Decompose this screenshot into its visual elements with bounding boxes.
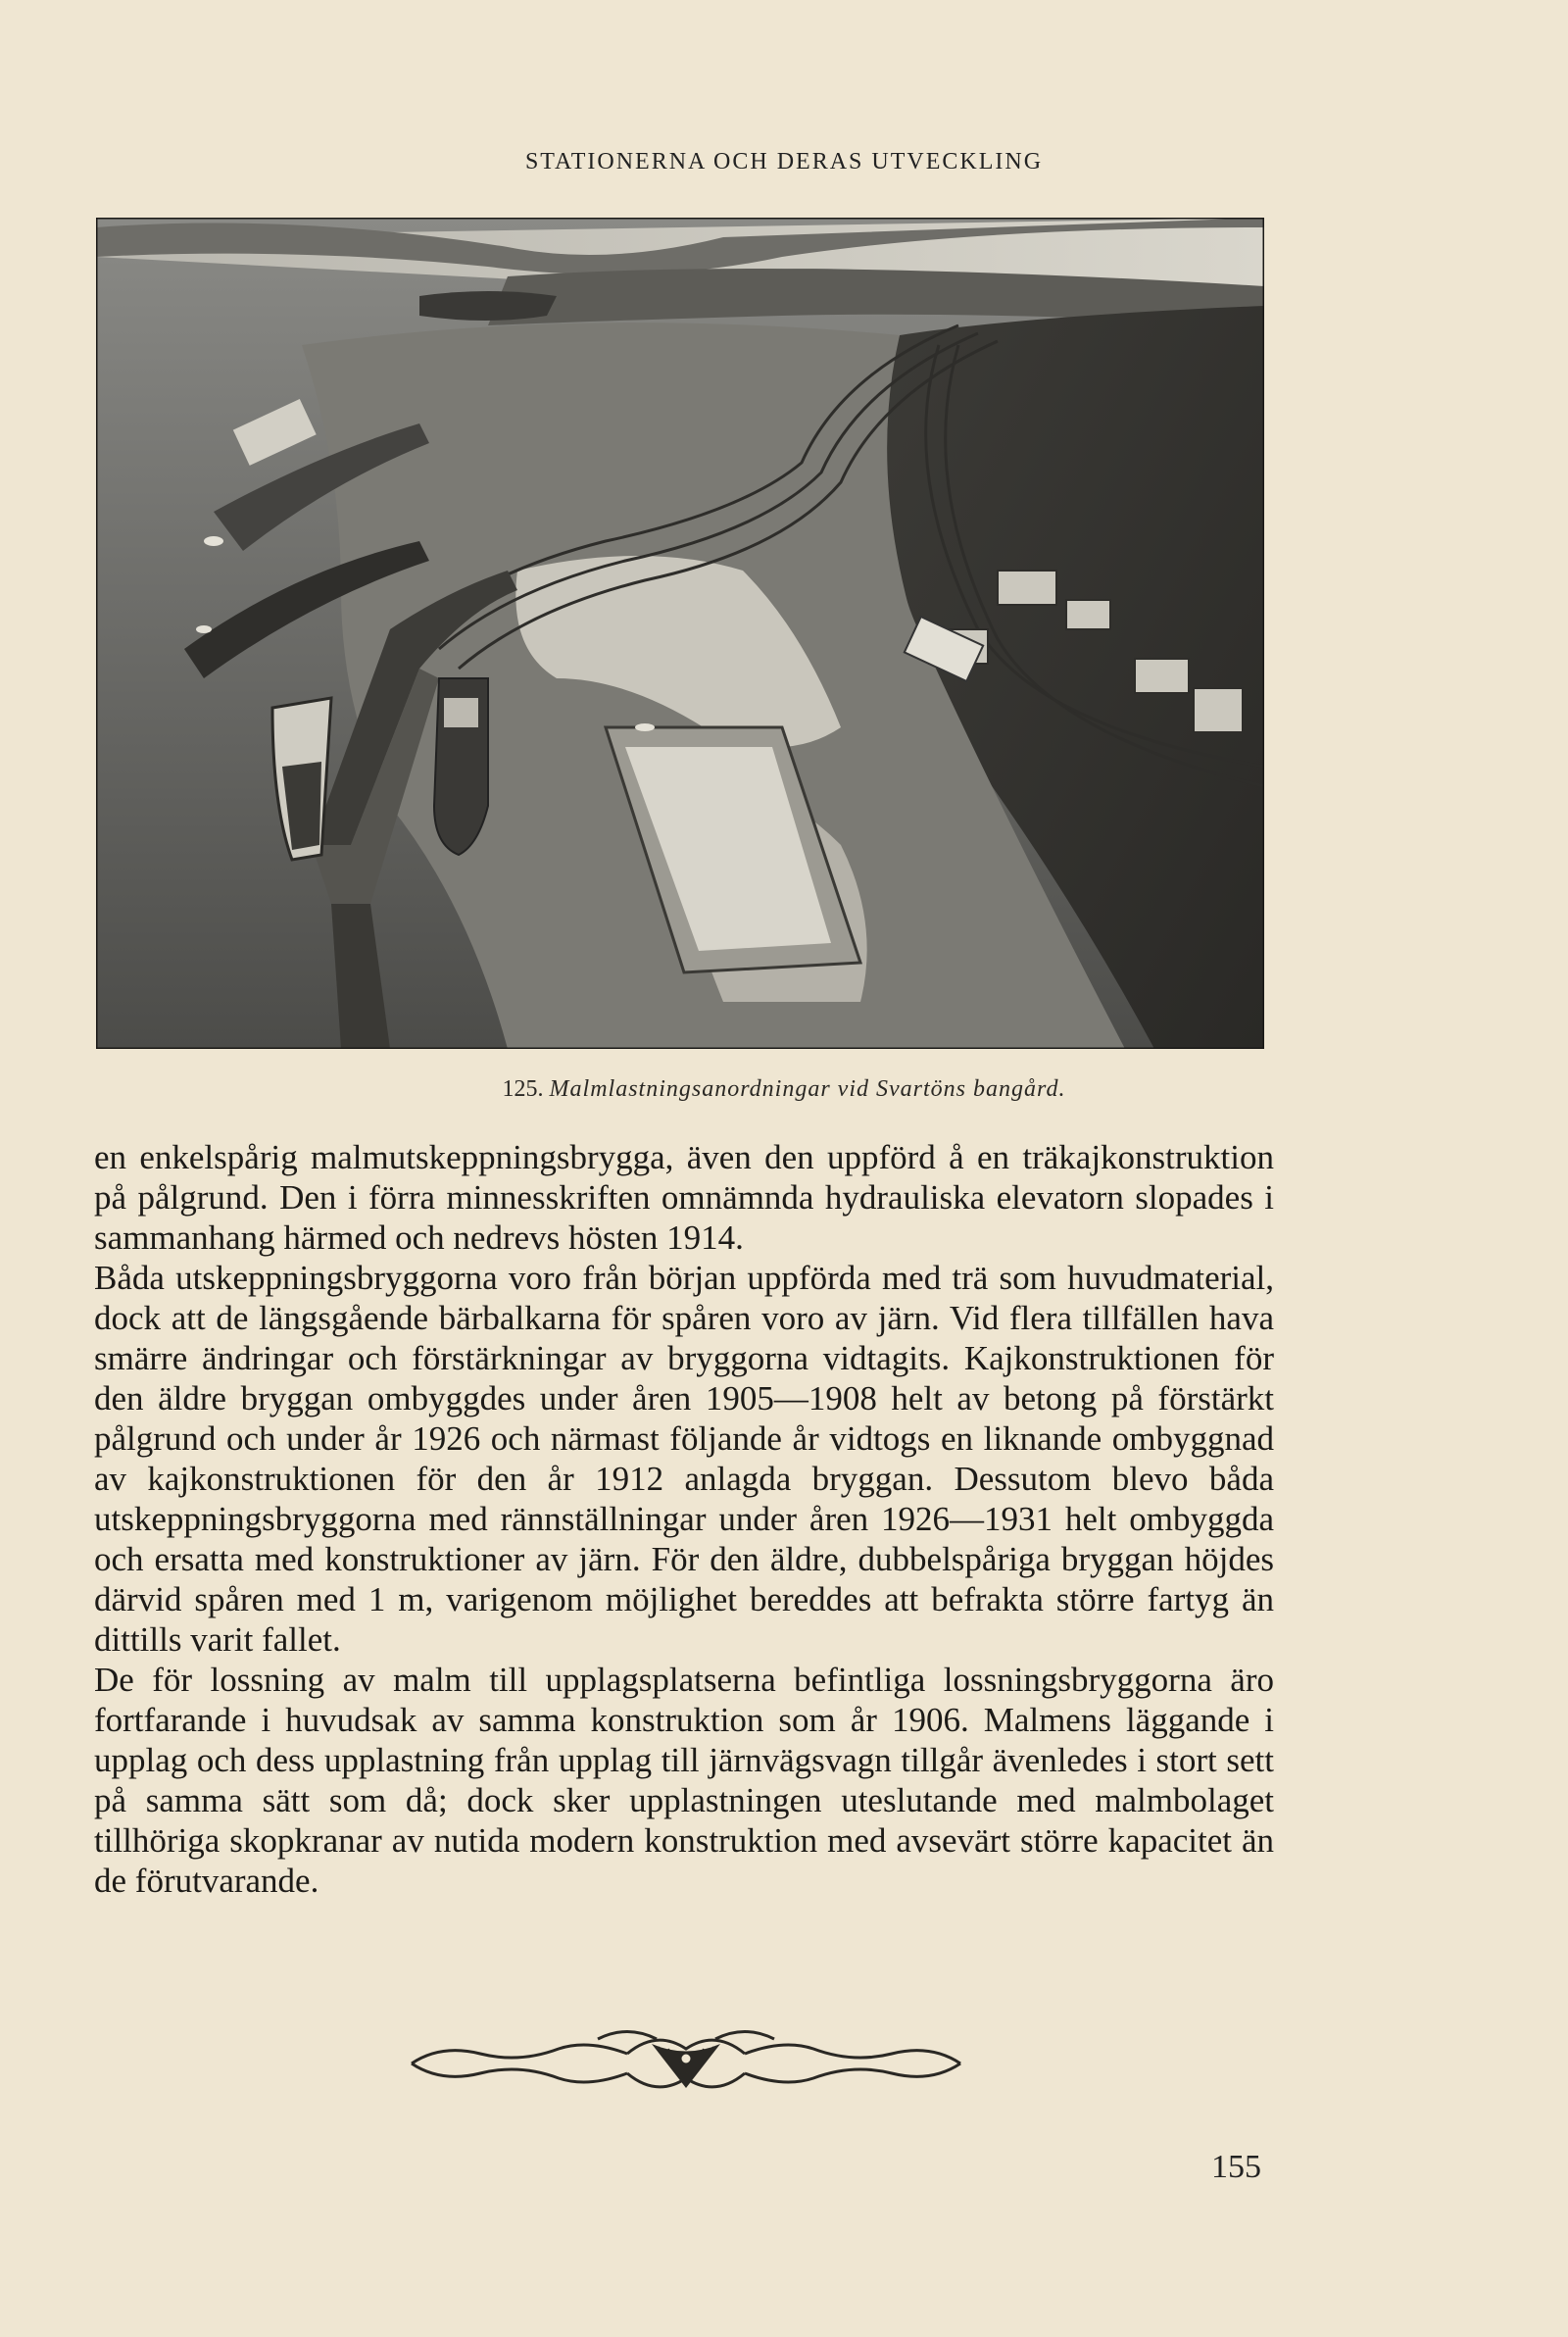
figure-caption-text: Malmlastningsanordningar vid Svartöns bangård. bbox=[549, 1076, 1066, 1102]
decorative-ornament-icon bbox=[402, 2019, 970, 2108]
page-number: 155 bbox=[1211, 2149, 1261, 2185]
body-text bbox=[94, 1137, 1274, 1901]
running-head: STATIONERNA OCH DERAS UTVECKLING bbox=[524, 149, 1044, 174]
figure-caption bbox=[0, 1076, 1568, 1103]
paragraph-3: De för lossning av malm till upplagsplatserna befintliga lossningsbryggorna äro fortfarande i huvudsak av samma konstruktion som år 1906. Malmens läggande i upplag och dess upplastning från upplag till järnvägsvagn tillgår ävenledes i stort sett på samma sätt som då; dock sker upplastningen uteslutande med malmbolaget tillhöriga skopkranar av nutida modern konstruktion med avsevärt större kapacitet än de förutvarande. bbox=[94, 1661, 1274, 1900]
harbor-aerial-photo bbox=[96, 218, 1264, 1049]
figure-number: 125. bbox=[502, 1076, 544, 1102]
paragraph-2: Båda utskeppningsbryggorna voro från början uppförda med trä som huvudmaterial, dock att de längsgående bärbalkarna för spåren voro av järn. Vid flera tillfällen hava smärre ändringar och förstärkningar av bryggorna vidtagits. Kajkonstruktionen för den äldre bryggan ombyggdes under åren 1905—1908 helt av betong på förstärkt pålgrund och under år 1926 och närmast följande år vidtogs en liknande ombyggnad av kajkonstruktionen för den år 1912 anlagda bryggan. Dessutom blevo båda utskeppningsbryggorna med rännställningar under åren 1926—1931 helt ombyggda och ersatta med konstruktioner av järn. För den äldre, dubbelspåriga bryggan höjdes därvid spåren med 1 m, varigenom möjlighet bereddes att befrakta större fartyg än dittills varit fallet. bbox=[94, 1259, 1274, 1659]
paragraph-1: en enkelspårig malmutskeppningsbrygga, även den uppförd å en träkajkonstruktion på pålgrund. Den i förra minnesskriften omnämnda hydrauliska elevatorn slopades i sammanhang härmed och nedrevs hösten 1914. bbox=[94, 1138, 1274, 1257]
